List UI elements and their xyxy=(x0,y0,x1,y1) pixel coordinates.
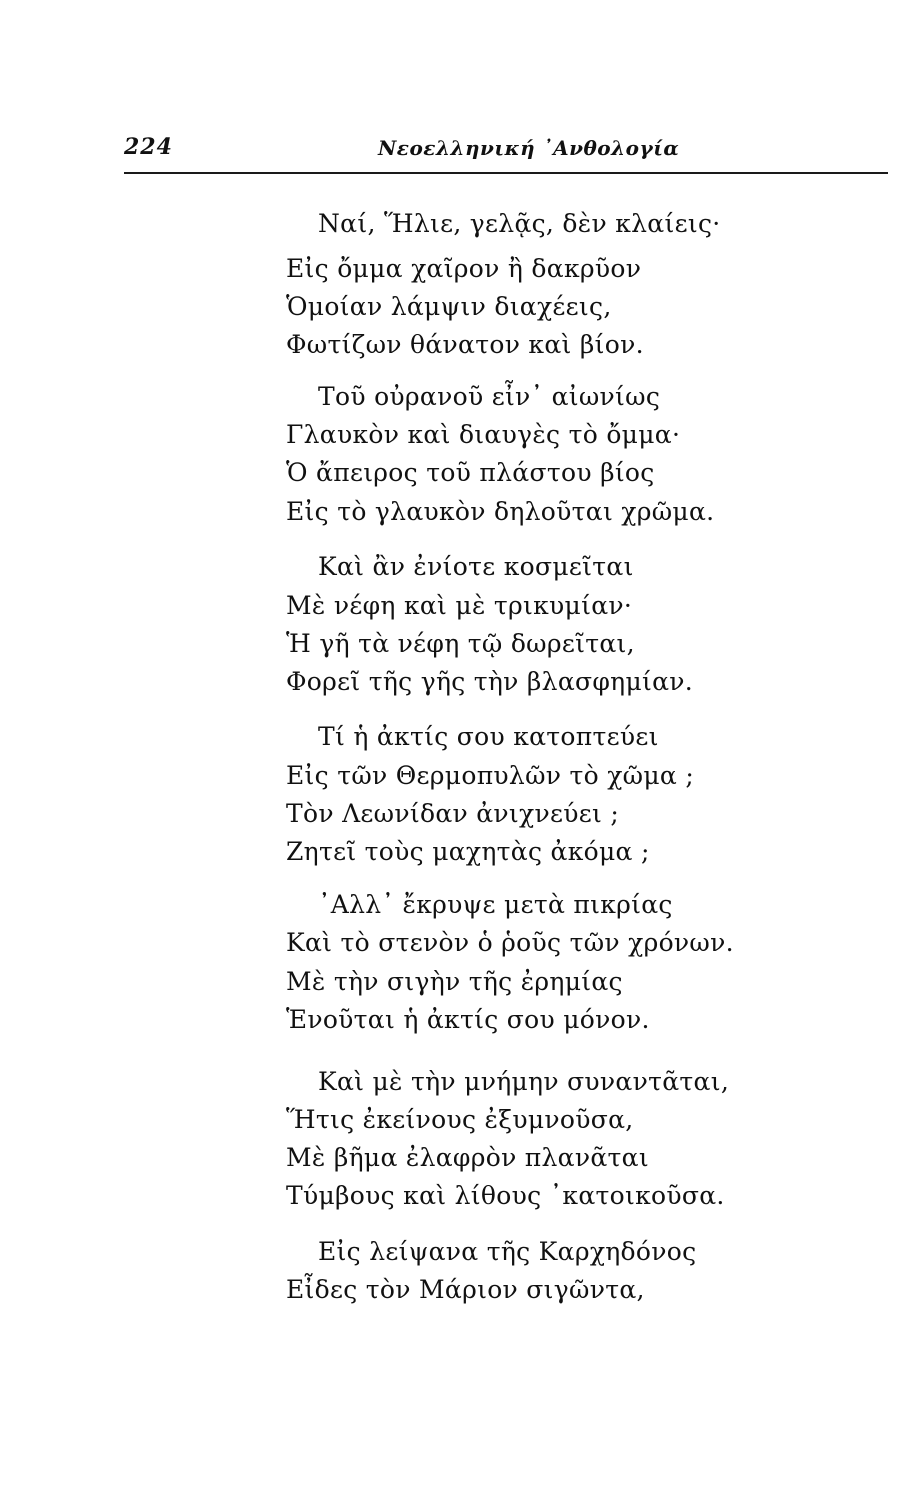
poem-line: Μὲ βῆμα ἐλαφρὸν πλανᾶται xyxy=(286,1143,649,1172)
poem-line: Ἡ γῆ τὰ νέφη τῷ δωρεῖται, xyxy=(286,629,635,658)
poem-line: Καὶ ἂν ἐνίοτε κοσμεῖται xyxy=(318,552,634,581)
poem-line: Φωτίζων θάνατον καὶ βίον. xyxy=(286,330,644,359)
poem-line: Ὁ ἄπειρος τοῦ πλάστου βίος xyxy=(286,458,655,487)
poem-line: Τὸν Λεωνίδαν ἀνιχνεύει ; xyxy=(286,799,620,828)
poem-line: Ναί, Ἥλιε, γελᾷς, δὲν κλαίεις· xyxy=(318,209,721,238)
poem-line: Καὶ τὸ στενὸν ὁ ῥοῦς τῶν χρόνων. xyxy=(286,928,734,957)
poem-line: Ἑνοῦται ἡ ἀκτίς σου μόνον. xyxy=(286,1005,650,1034)
poem-line: Γλαυκὸν καὶ διαυγὲς τὸ ὄμμα· xyxy=(286,420,681,449)
poem-line: Τί ἡ ἀκτίς σου κατοπτεύει xyxy=(318,722,659,751)
running-title: Νεοελληνική ᾿Ανθολογία xyxy=(378,136,680,160)
poem-line: Ἥτις ἐκείνους ἐξυμνοῦσα, xyxy=(286,1105,634,1134)
poem-line: Μὲ τὴν σιγὴν τῆς ἐρημίας xyxy=(286,967,623,996)
poem-line: Εἶδες τὸν Μάριον σιγῶντα, xyxy=(286,1275,645,1304)
poem-line: Καὶ μὲ τὴν μνήμην συναντᾶται, xyxy=(318,1067,730,1096)
poem-line: Εἰς ὄμμα χαῖρον ἢ δακρῦον xyxy=(286,254,642,283)
poem-line: Τύμβους καὶ λίθους ᾿κατοικοῦσα. xyxy=(286,1181,725,1210)
poem-line: Εἰς λείψανα τῆς Καρχηδόνος xyxy=(318,1237,697,1266)
poem-line: Μὲ νέφη καὶ μὲ τρικυμίαν· xyxy=(286,591,633,620)
poem-line: Εἰς τῶν Θερμοπυλῶν τὸ χῶμα ; xyxy=(286,761,695,790)
poem-line: Φορεῖ τῆς γῆς τὴν βλασφημίαν. xyxy=(286,667,694,696)
poem-line: Ὁμοίαν λάμψιν διαχέεις, xyxy=(286,292,612,321)
page-number: 224 xyxy=(124,134,173,160)
poem-line: Εἰς τὸ γλαυκὸν δηλοῦται χρῶμα. xyxy=(286,497,715,526)
poem-line: ᾿Αλλ᾿ ἔκρυψε μετὰ πικρίας xyxy=(318,890,673,919)
poem-line: Τοῦ οὐρανοῦ εἶν᾿ αἰωνίως xyxy=(318,382,661,411)
poem-line: Ζητεῖ τοὺς μαχητὰς ἀκόμα ; xyxy=(286,837,650,866)
